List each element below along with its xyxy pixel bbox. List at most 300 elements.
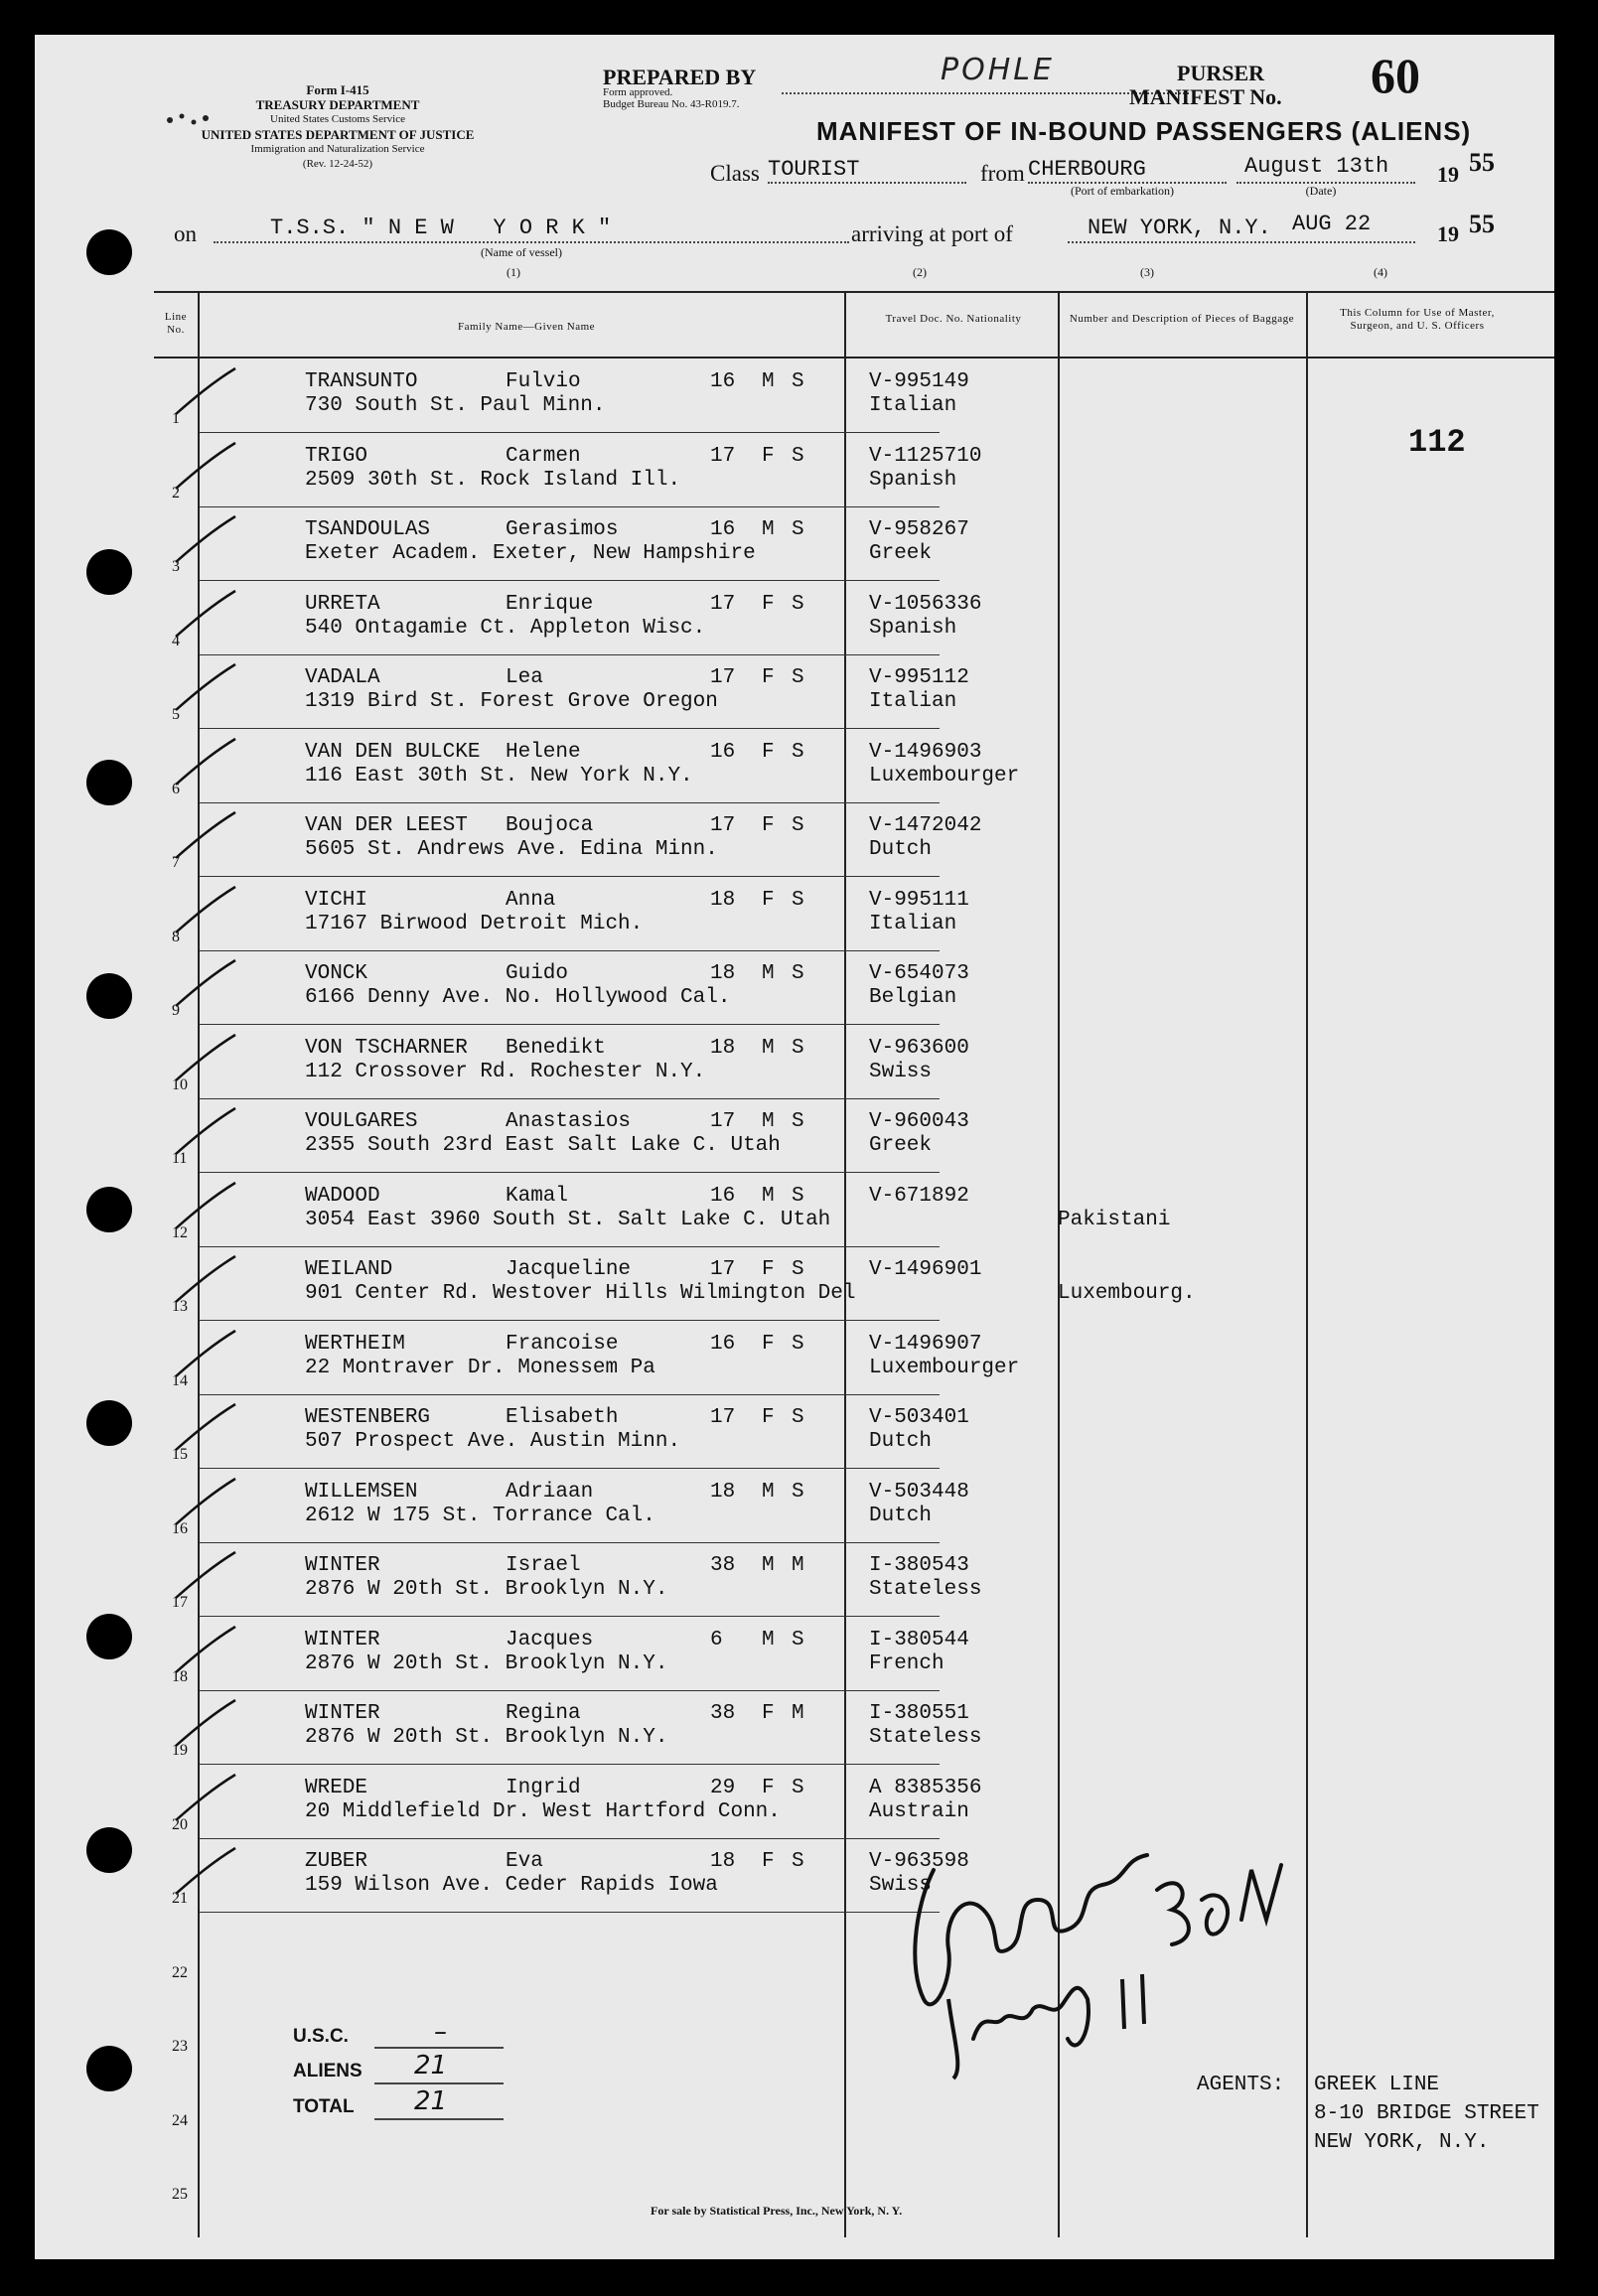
form-approved-note: Form approved. [603, 86, 673, 98]
nationality: Dutch [869, 838, 933, 861]
form-number: Form I-415 [306, 82, 369, 97]
line-number: 9 [172, 1002, 180, 1019]
column-header-officers: This Column for Use of Master, Surgeon, and U. S. Officers [1340, 307, 1495, 332]
marital-status: S [792, 518, 804, 541]
nationality: Pakistani [1058, 1208, 1171, 1231]
family-name: VOULGARES [305, 1110, 418, 1133]
age: 17 [710, 666, 736, 689]
travel-doc-number: I-380544 [869, 1628, 969, 1651]
family-name: ZUBER [305, 1850, 368, 1873]
age: 17 [710, 1258, 736, 1281]
punch-hole [86, 760, 132, 805]
manifest-table [154, 291, 1554, 2237]
year-suffix: 55 [1469, 148, 1495, 177]
line-number: 23 [172, 2038, 188, 2055]
family-name: VAN DEN BULCKE [305, 740, 481, 764]
address: 507 Prospect Ave. Austin Minn. [305, 1430, 681, 1453]
port-of-embarkation: CHERBOURG [1028, 157, 1146, 182]
marital-status: S [792, 1480, 804, 1504]
form-revision: (Rev. 12-24-52) [302, 158, 373, 170]
marital-status: S [792, 444, 804, 468]
table-row [154, 1690, 1554, 1765]
nationality: Italian [869, 912, 957, 935]
family-name: VAN DER LEEST [305, 814, 468, 837]
marital-status: M [792, 1554, 804, 1577]
port-of-embarkation-caption: (Port of embarkation) [1071, 184, 1174, 198]
address: 730 South St. Paul Minn. [305, 394, 606, 417]
line-number: 25 [172, 2186, 188, 2203]
printer-footer: For sale by Statistical Press, Inc., New York, N. Y. [651, 2204, 903, 2218]
date-caption: (Date) [1305, 184, 1337, 198]
nationality: Greek [869, 542, 933, 565]
table-row [154, 506, 1554, 581]
vessel-line [214, 241, 849, 243]
check-mark-icon [168, 1104, 237, 1164]
address: 112 Crossover Rd. Rochester N.Y. [305, 1060, 706, 1083]
departure-date: August 13th [1244, 154, 1389, 179]
address: 2876 W 20th St. Brooklyn N.Y. [305, 1726, 668, 1749]
punch-hole [86, 973, 132, 1019]
age: 16 [710, 370, 736, 393]
line-number: 11 [172, 1150, 188, 1167]
check-mark-icon [168, 956, 237, 1016]
nationality: Swiss [869, 1874, 933, 1897]
agent-line-3: NEW YORK, N.Y. [1314, 2131, 1490, 2154]
sex: M [762, 1554, 775, 1577]
age: 18 [710, 1850, 736, 1873]
given-name: Jacqueline [506, 1258, 632, 1281]
arrival-year-suffix: 55 [1469, 210, 1495, 238]
age: 38 [710, 1702, 736, 1725]
sex: F [762, 740, 775, 764]
table-row [154, 433, 1554, 507]
punch-hole [86, 1187, 132, 1232]
age: 6 [710, 1628, 723, 1651]
age: 17 [710, 592, 736, 616]
table-row [154, 1542, 1554, 1617]
sex: M [762, 1036, 775, 1060]
total-value: 21 [414, 2086, 448, 2116]
given-name: Israel [506, 1554, 581, 1577]
marital-status: S [792, 814, 804, 837]
address: 3054 East 3960 South St. Salt Lake C. Utah [305, 1208, 831, 1231]
travel-doc-number: I-380543 [869, 1554, 969, 1577]
nationality: Luxembourger [869, 764, 1020, 788]
family-name: WILLEMSEN [305, 1480, 418, 1504]
line-number: 10 [172, 1076, 188, 1093]
check-mark-icon [168, 1327, 237, 1386]
marital-status: S [792, 1036, 804, 1060]
column-header-name: Family Name—Given Name [457, 321, 596, 333]
column-number-1: (1) [507, 265, 520, 279]
given-name: Jacques [506, 1628, 594, 1651]
sex: M [762, 370, 775, 393]
family-name: WEILAND [305, 1258, 393, 1281]
nationality: French [869, 1651, 944, 1675]
on-label: on [174, 221, 197, 246]
family-name: TSANDOULAS [305, 518, 431, 541]
nationality: Greek [869, 1134, 933, 1157]
agents-block [1314, 2071, 1539, 2157]
nationality: Swiss [869, 1060, 933, 1083]
age: 17 [710, 1406, 736, 1429]
check-mark-icon [168, 512, 237, 572]
aliens-line [374, 2082, 504, 2084]
given-name: Ingrid [506, 1776, 581, 1799]
marital-status: S [792, 1406, 804, 1429]
prepared-by-line [782, 92, 1189, 94]
marital-status: S [792, 592, 804, 616]
manifest-no-label: MANIFEST No. [1129, 84, 1282, 109]
family-name: WREDE [305, 1776, 368, 1799]
nationality: Spanish [869, 468, 957, 492]
table-row [154, 802, 1554, 877]
address: 5605 St. Andrews Ave. Edina Minn. [305, 838, 718, 861]
address: 2355 South 23rd East Salt Lake C. Utah [305, 1134, 781, 1157]
family-name: WINTER [305, 1628, 380, 1651]
from-label: from [980, 161, 1025, 186]
line-number: 24 [172, 2111, 188, 2129]
travel-doc-number: V-958267 [869, 518, 969, 541]
sex: F [762, 1406, 775, 1429]
table-row [154, 1321, 1554, 1395]
arriving-label: arriving at port of [851, 221, 1013, 246]
column-number-2: (2) [913, 265, 927, 279]
sex: M [762, 518, 775, 541]
check-mark-icon [168, 1475, 237, 1534]
age: 17 [710, 1110, 736, 1133]
check-mark-icon [168, 1252, 237, 1312]
table-row [154, 1098, 1554, 1173]
travel-doc-number: I-380551 [869, 1702, 969, 1725]
line-number: 22 [172, 1963, 188, 1981]
nationality: Dutch [869, 1504, 933, 1527]
age: 16 [710, 740, 736, 764]
punch-hole [86, 549, 132, 595]
manifest-page [35, 35, 1554, 2259]
address: 17167 Birwood Detroit Mich. [305, 912, 644, 935]
sex: F [762, 888, 775, 912]
punch-hole [86, 2046, 132, 2091]
sex: M [762, 1480, 775, 1504]
travel-doc-number: V-1496907 [869, 1332, 982, 1356]
officer-signature [894, 1830, 1311, 2088]
line-number: 12 [172, 1223, 188, 1241]
line-number: 20 [172, 1815, 188, 1833]
sex: F [762, 666, 775, 689]
age: 16 [710, 1332, 736, 1356]
table-row [154, 1765, 1554, 1839]
check-mark-icon [168, 808, 237, 868]
sex: M [762, 1110, 775, 1133]
vessel-caption: (Name of vessel) [481, 245, 562, 259]
given-name: Regina [506, 1702, 581, 1725]
usc-line [374, 2047, 504, 2049]
total-line [374, 2118, 504, 2120]
table-row [154, 729, 1554, 803]
travel-doc-number: V-1125710 [869, 444, 982, 468]
punch-hole [86, 229, 132, 275]
arrival-line [1068, 241, 1415, 243]
marital-status: S [792, 1332, 804, 1356]
age: 18 [710, 1036, 736, 1060]
line-number: 13 [172, 1298, 188, 1315]
address: 159 Wilson Ave. Ceder Rapids Iowa [305, 1874, 718, 1897]
given-name: Gerasimos [506, 518, 619, 541]
given-name: Guido [506, 962, 569, 985]
column-header-travel-doc: Travel Doc. No. Nationality [885, 313, 1022, 325]
sex: F [762, 592, 775, 616]
prepared-by-signature: POHLE [941, 53, 1055, 87]
nationality: Luxembourg. [1058, 1282, 1196, 1305]
agent-line-2: 8-10 BRIDGE STREET [1314, 2102, 1539, 2125]
travel-doc-number: V-960043 [869, 1110, 969, 1133]
line-number: 2 [172, 484, 180, 502]
address: 1319 Bird St. Forest Grove Oregon [305, 690, 718, 713]
nationality: Austrain [869, 1799, 969, 1823]
officer-annotation: 112 [1408, 424, 1466, 461]
check-mark-icon [168, 364, 237, 424]
given-name: Boujoca [506, 814, 594, 837]
check-mark-icon [168, 587, 237, 646]
travel-doc-number: V-995149 [869, 370, 969, 393]
aliens-label: ALIENS [293, 2061, 363, 2081]
line-number: 17 [172, 1594, 188, 1611]
nationality: Spanish [869, 616, 957, 640]
table-row [154, 1394, 1554, 1469]
travel-doc-number: V-1056336 [869, 592, 982, 616]
line-number: 4 [172, 632, 180, 649]
form-info-block [169, 82, 507, 172]
table-row [154, 1617, 1554, 1691]
family-name: WINTER [305, 1702, 380, 1725]
nationality: Belgian [869, 986, 957, 1009]
customs-service: United States Customs Service [270, 113, 405, 125]
nationality: Italian [869, 690, 957, 713]
family-name: VADALA [305, 666, 380, 689]
table-row [154, 877, 1554, 951]
marital-status: M [792, 1702, 804, 1725]
family-name: TRANSUNTO [305, 370, 418, 393]
age: 17 [710, 814, 736, 837]
treasury-department: TREASURY DEPARTMENT [255, 97, 420, 112]
given-name: Eva [506, 1850, 543, 1873]
line-number: 7 [172, 854, 180, 871]
address: 20 Middlefield Dr. West Hartford Conn. [305, 1799, 781, 1823]
year-prefix: 19 [1437, 162, 1459, 187]
family-name: VICHI [305, 888, 368, 912]
age: 29 [710, 1776, 736, 1799]
check-mark-icon [168, 735, 237, 794]
sex: F [762, 1258, 775, 1281]
age: 17 [710, 444, 736, 468]
empty-table-row [154, 1913, 1554, 1987]
sex: M [762, 1184, 775, 1208]
table-row [154, 1469, 1554, 1543]
table-row [154, 1838, 1554, 1913]
vessel-name: T.S.S. " N E W Y O R K " [270, 215, 612, 240]
given-name: Adriaan [506, 1480, 594, 1504]
nationality: Italian [869, 394, 957, 417]
travel-doc-number: V-995112 [869, 666, 969, 689]
punch-hole [86, 1400, 132, 1446]
travel-doc-number: V-503448 [869, 1480, 969, 1504]
nationality: Stateless [869, 1578, 982, 1601]
table-row [154, 1246, 1554, 1321]
travel-doc-number: V-654073 [869, 962, 969, 985]
sex: F [762, 1332, 775, 1356]
class-line [768, 182, 966, 184]
class-label: Class [710, 161, 760, 186]
family-name: TRIGO [305, 444, 368, 468]
usc-value: – [434, 2017, 447, 2047]
given-name: Carmen [506, 444, 581, 468]
age: 18 [710, 962, 736, 985]
age: 16 [710, 518, 736, 541]
check-mark-icon [168, 1844, 237, 1904]
line-number: 1 [172, 410, 180, 427]
arrival-year-prefix: 19 [1437, 221, 1459, 246]
agent-line-1: GREEK LINE [1314, 2074, 1440, 2096]
table-row [154, 359, 1554, 433]
check-mark-icon [168, 1696, 237, 1756]
line-number: 18 [172, 1667, 188, 1685]
travel-doc-number: V-503401 [869, 1406, 969, 1429]
table-top-border [154, 291, 1554, 293]
line-number: 15 [172, 1446, 188, 1463]
age: 18 [710, 1480, 736, 1504]
marital-status: S [792, 1776, 804, 1799]
purser-label: PURSER [1177, 61, 1265, 85]
nationality: Dutch [869, 1430, 933, 1453]
arrival-port: NEW YORK, N.Y. [1088, 215, 1271, 240]
family-name: WERTHEIM [305, 1332, 405, 1356]
given-name: Elisabeth [506, 1406, 619, 1429]
justice-department: UNITED STATES DEPARTMENT OF JUSTICE [201, 127, 475, 142]
line-number: 6 [172, 780, 180, 797]
check-mark-icon [168, 660, 237, 720]
line-number: 16 [172, 1519, 188, 1537]
column-header-baggage: Number and Description of Pieces of Baggage [1069, 313, 1295, 325]
sex: F [762, 1702, 775, 1725]
travel-doc-number: A 8385356 [869, 1776, 982, 1799]
check-mark-icon [168, 1548, 237, 1608]
address: 2876 W 20th St. Brooklyn N.Y. [305, 1651, 668, 1675]
age: 16 [710, 1184, 736, 1208]
line-number: 14 [172, 1371, 188, 1389]
given-name: Enrique [506, 592, 594, 616]
marital-status: S [792, 1258, 804, 1281]
sex: F [762, 814, 775, 837]
marital-status: S [792, 1110, 804, 1133]
sex: F [762, 444, 775, 468]
line-number: 21 [172, 1890, 188, 1907]
given-name: Lea [506, 666, 543, 689]
class-value: TOURIST [768, 157, 860, 182]
check-mark-icon [168, 1400, 237, 1460]
empty-table-row [154, 1986, 1554, 2061]
given-name: Fulvio [506, 370, 581, 393]
sex: F [762, 1850, 775, 1873]
address: Exeter Academ. Exeter, New Hampshire [305, 542, 756, 565]
sex: F [762, 1776, 775, 1799]
address: 2612 W 175 St. Torrance Cal. [305, 1504, 655, 1527]
family-name: WINTER [305, 1554, 380, 1577]
given-name: Francoise [506, 1332, 619, 1356]
nationality: Luxembourger [869, 1356, 1020, 1379]
table-row [154, 581, 1554, 655]
travel-doc-number: V-963600 [869, 1036, 969, 1060]
manifest-title: MANIFEST OF IN-BOUND PASSENGERS (ALIENS) [816, 116, 1472, 146]
agents-label: AGENTS: [1197, 2074, 1285, 2096]
marital-status: S [792, 962, 804, 985]
prepared-by-label: PREPARED BY [603, 65, 757, 89]
check-mark-icon [168, 1623, 237, 1682]
marital-status: S [792, 1184, 804, 1208]
check-mark-icon [168, 1179, 237, 1238]
family-name: VONCK [305, 962, 368, 985]
marital-status: S [792, 370, 804, 393]
total-label: TOTAL [293, 2096, 355, 2117]
check-mark-icon [168, 439, 237, 499]
travel-doc-number: V-671892 [869, 1184, 969, 1208]
column-header-line-no: Line No. [164, 311, 188, 336]
budget-bureau-note: Budget Bureau No. 43-R019.7. [603, 98, 740, 110]
check-mark-icon [168, 1031, 237, 1090]
marital-status: S [792, 1628, 804, 1651]
address: 6166 Denny Ave. No. Hollywood Cal. [305, 986, 731, 1009]
family-name: URRETA [305, 592, 380, 616]
travel-doc-number: V-1496903 [869, 740, 982, 764]
family-name: WESTENBERG [305, 1406, 431, 1429]
column-number-3: (3) [1140, 265, 1154, 279]
manifest-number: 60 [1371, 48, 1420, 103]
address: 540 Ontagamie Ct. Appleton Wisc. [305, 616, 706, 640]
given-name: Benedikt [506, 1036, 606, 1060]
arrival-date: AUG 22 [1292, 212, 1372, 236]
given-name: Helene [506, 740, 581, 764]
table-row [154, 950, 1554, 1025]
given-name: Anna [506, 888, 556, 912]
family-name: WADOOD [305, 1184, 380, 1208]
sex: M [762, 1628, 775, 1651]
table-row [154, 1173, 1554, 1247]
travel-doc-number: V-1472042 [869, 814, 982, 837]
check-mark-icon [168, 883, 237, 942]
given-name: Anastasios [506, 1110, 632, 1133]
travel-doc-number: V-1496901 [869, 1258, 982, 1281]
marital-status: S [792, 888, 804, 912]
table-row [154, 1025, 1554, 1099]
column-number-4: (4) [1374, 265, 1387, 279]
punch-hole [86, 1827, 132, 1873]
nationality: Stateless [869, 1726, 982, 1749]
usc-label: U.S.C. [293, 2026, 349, 2047]
ins-service: Immigration and Naturalization Service [250, 143, 425, 155]
given-name: Kamal [506, 1184, 569, 1208]
table-row [154, 654, 1554, 729]
address: 901 Center Rd. Westover Hills Wilmington Del [305, 1282, 856, 1305]
address: 2509 30th St. Rock Island Ill. [305, 468, 681, 492]
travel-doc-number: V-995111 [869, 888, 969, 912]
eagle-seal-icon [164, 110, 214, 132]
address: 116 East 30th St. New York N.Y. [305, 764, 693, 788]
line-number: 3 [172, 558, 180, 575]
line-number: 19 [172, 1742, 188, 1759]
check-mark-icon [168, 1771, 237, 1830]
line-number: 5 [172, 706, 180, 723]
punch-hole [86, 1614, 132, 1659]
